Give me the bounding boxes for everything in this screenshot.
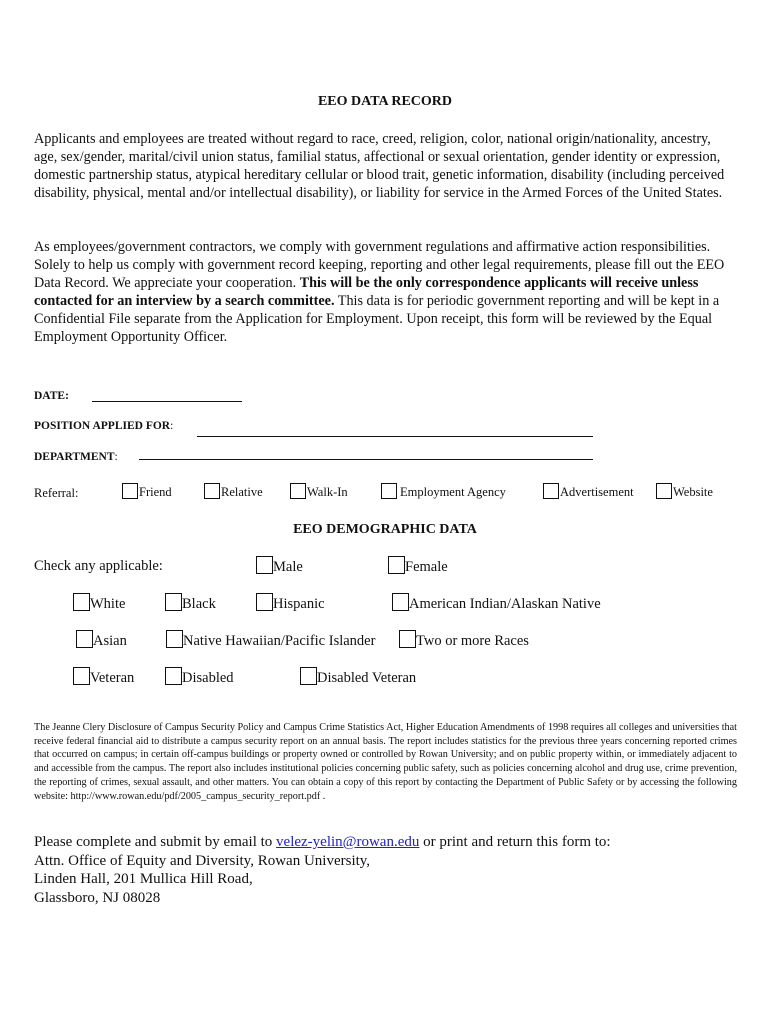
race-option-label: Two or more Races (416, 633, 529, 649)
checkbox-icon[interactable] (165, 667, 182, 685)
checkbox-icon[interactable] (543, 483, 559, 499)
checkbox-icon[interactable] (656, 483, 672, 499)
referral-option-label: Website (673, 485, 713, 499)
department-field[interactable] (139, 459, 593, 460)
referral-option-label: Advertisement (560, 485, 634, 499)
position-label (34, 420, 173, 432)
race-option-two-or-more[interactable] (399, 630, 529, 650)
veteran-option-label: Veteran (90, 670, 135, 686)
referral-option-walk-in[interactable] (290, 483, 348, 500)
checkbox-icon[interactable] (165, 593, 182, 611)
referral-option-advertisement[interactable] (543, 483, 634, 500)
demographic-heading: EEO DEMOGRAPHIC DATA (293, 522, 477, 537)
veteran-option-label: Disabled (182, 670, 234, 686)
checkbox-icon[interactable] (256, 556, 273, 574)
instructions-text-b: This data is for periodic government reporting and will be kept in a Confidential File separate from the Application for Employment. Upon receipt, this form will be reviewed by the Equal Employment Opportunity Officer. (34, 293, 720, 345)
gender-option-label: Male (273, 559, 303, 575)
clery-act-notice: The Jeanne Clery Disclosure of Campus Security Policy and Campus Crime Statistics Act, Higher Education Amendments of 1998 requires all colleges and universities that receive federal financial aid to distribute a campus security report on an annual basis. The report includes statistics for the previous three years concerning reported crimes that occurred on campus; in certain off-campus buildings or property owned or controlled by Rowan University; and on public property within, or immediately adjacent to and accessible from the campus. The report also includes institutional policies concerning public safety, such as policies concerning alcohol and drug use, crime prevention, the reporting of crimes, sexual assault, and other matters. You can obtain a copy of this report by contacting the Department of Public Safety or by accessing the following website: http://www.rowan.edu/pdf/2005_campus_security_report.pdf . (34, 722, 737, 802)
referral-option-label: Employment Agency (400, 485, 506, 499)
race-option-label: Asian (93, 633, 127, 649)
checkbox-icon[interactable] (392, 593, 409, 611)
date-field[interactable] (92, 401, 242, 402)
gender-option-female[interactable] (388, 556, 448, 576)
race-option-label: Native Hawaiian/Pacific Islander (183, 633, 376, 649)
checkbox-icon[interactable] (73, 593, 90, 611)
referral-option-label: Relative (221, 485, 263, 499)
referral-option-friend[interactable] (122, 483, 172, 500)
checkbox-icon[interactable] (290, 483, 306, 499)
gender-option-label: Female (405, 559, 448, 575)
address-line-3: Glassboro, NJ 08028 (34, 889, 161, 906)
checkbox-icon[interactable] (381, 483, 397, 499)
checkbox-icon[interactable] (388, 556, 405, 574)
race-option-native-hawaiian[interactable] (166, 630, 375, 650)
veteran-option-disabled[interactable] (165, 667, 234, 687)
instructions-paragraph (34, 238, 734, 346)
check-applicable-label: Check any applicable: (34, 558, 163, 574)
veteran-option-disabled-veteran[interactable] (300, 667, 416, 687)
veteran-option-veteran[interactable] (73, 667, 134, 687)
checkbox-icon[interactable] (256, 593, 273, 611)
position-field[interactable] (197, 436, 593, 437)
position-label-colon: : (170, 420, 174, 432)
checkbox-icon[interactable] (399, 630, 416, 648)
referral-option-website[interactable] (656, 483, 713, 500)
date-label: DATE: (34, 390, 69, 402)
submission-line-1 (34, 833, 734, 852)
instructions-bold-text: This will be the only correspondence applicants will receive unless contacted for an interview by a search committee. (34, 275, 699, 309)
position-label-text: POSITION APPLIED FOR (34, 420, 171, 432)
department-label (34, 451, 118, 463)
race-option-asian[interactable] (76, 630, 127, 650)
race-option-label: Black (182, 596, 216, 612)
instructions-text-a: As employees/government contractors, we comply with government regulations and affirmative action responsibilities. Solely to help us comply with government record keeping, reporting and other legal requirements, please fill out the EEO Data Record. We appreciate your cooperation. (34, 239, 725, 291)
checkbox-icon[interactable] (204, 483, 220, 499)
checkbox-icon[interactable] (76, 630, 93, 648)
race-option-american-indian[interactable] (392, 593, 601, 613)
checkbox-icon[interactable] (73, 667, 90, 685)
checkbox-icon[interactable] (166, 630, 183, 648)
race-option-black[interactable] (165, 593, 216, 613)
race-option-hispanic[interactable] (256, 593, 325, 613)
race-option-label: American Indian/Alaskan Native (409, 596, 601, 612)
department-label-colon: : (114, 451, 118, 463)
department-label-text: DEPARTMENT (34, 451, 115, 463)
checkbox-icon[interactable] (122, 483, 138, 499)
address-line-2: Linden Hall, 201 Mullica Hill Road, (34, 871, 253, 887)
intro-paragraph: Applicants and employees are treated without regard to race, creed, religion, color, national origin/nationality, ancestry, age, sex/gender, marital/civil union status, familial status, affectional or sexual orientation, gender identity or expression, domestic partnership status, atypical hereditary cellular or blood trait, genetic information, disability (including perceived disability, physical, mental and/or intellectual disability), or liability for service in the Armed Forces of the United States. (34, 131, 725, 201)
referral-option-label: Walk-In (307, 485, 348, 499)
submission-text-b: or print and return this form to: (419, 834, 611, 850)
email-link[interactable]: velez-yelin@rowan.edu (276, 834, 420, 850)
referral-label: Referral: (34, 486, 79, 500)
race-option-label: Hispanic (273, 596, 325, 612)
checkbox-icon[interactable] (300, 667, 317, 685)
referral-option-relative[interactable] (204, 483, 263, 500)
form-title: EEO DATA RECORD (317, 94, 453, 109)
race-option-white[interactable] (73, 593, 125, 613)
submission-text-a: Please complete and submit by email to (34, 834, 277, 850)
referral-option-employment-agency[interactable] (381, 483, 506, 500)
address-line-1: Attn. Office of Equity and Diversity, Rowan University, (34, 852, 371, 869)
submission-instructions (34, 833, 734, 907)
veteran-option-label: Disabled Veteran (317, 670, 417, 686)
referral-option-label: Friend (139, 485, 172, 499)
gender-option-male[interactable] (256, 556, 303, 576)
race-option-label: White (90, 596, 126, 612)
